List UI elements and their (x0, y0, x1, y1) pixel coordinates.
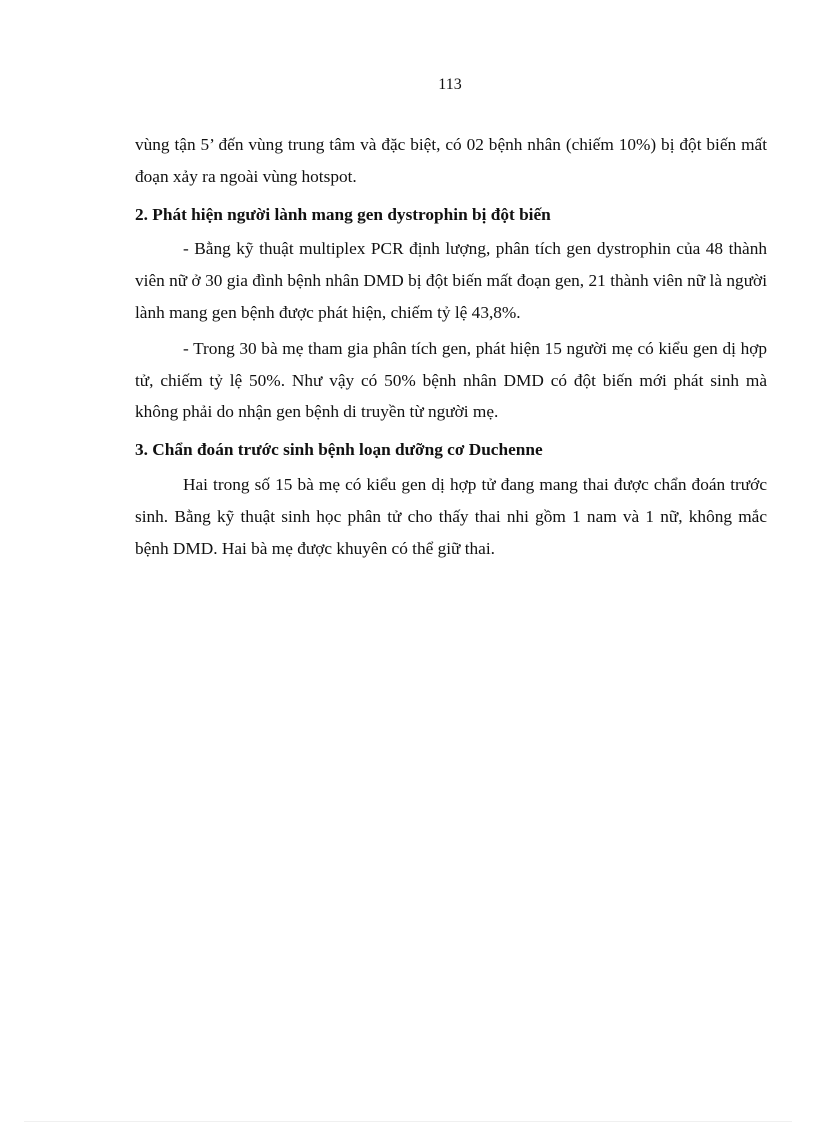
section-2-heading: 2. Phát hiện người lành mang gen dystrophin bị đột biến (135, 204, 551, 224)
section-2-paragraph-2: - Trong 30 bà mẹ tham gia phân tích gen, phát hiện 15 người mẹ có kiểu gen dị hợp tử, chiếm tỷ lệ 50%. Như vậy có 50% bệnh nhân DMD có đột biến mới phát sinh mà không phải do nhận gen bệnh di truyền từ người mẹ. (135, 338, 767, 422)
intro-paragraph: vùng tận 5’ đến vùng trung tâm và đặc biệt, có 02 bệnh nhân (chiếm 10%) bị đột biến mất đoạn xảy ra ngoài vùng hotspot. (135, 135, 767, 186)
page-number: 113 (438, 76, 462, 93)
section-2-paragraph-1: - Bằng kỹ thuật multiplex PCR định lượng, phân tích gen dystrophin của 48 thành viên nữ ở 30 gia đình bệnh nhân DMD bị đột biến mất đoạn gen, 21 thành viên nữ là người lành mang gen bệnh được phát hiện, chiếm tỷ lệ 43,8%. (135, 239, 767, 322)
section-3-paragraph-1: Hai trong số 15 bà mẹ có kiểu gen dị hợp tử đang mang thai được chẩn đoán trước sinh. Bằng kỹ thuật sinh học phân tử cho thấy thai nhi gồm 1 nam và 1 nữ, không mắc bệnh DMD. Hai bà mẹ được khuyên có thể giữ thai. (135, 474, 767, 558)
section-3-heading: 3. Chẩn đoán trước sinh bệnh loạn dưỡng cơ Duchenne (135, 440, 543, 460)
page-bottom-edge (24, 1121, 792, 1122)
document-body (135, 129, 767, 564)
